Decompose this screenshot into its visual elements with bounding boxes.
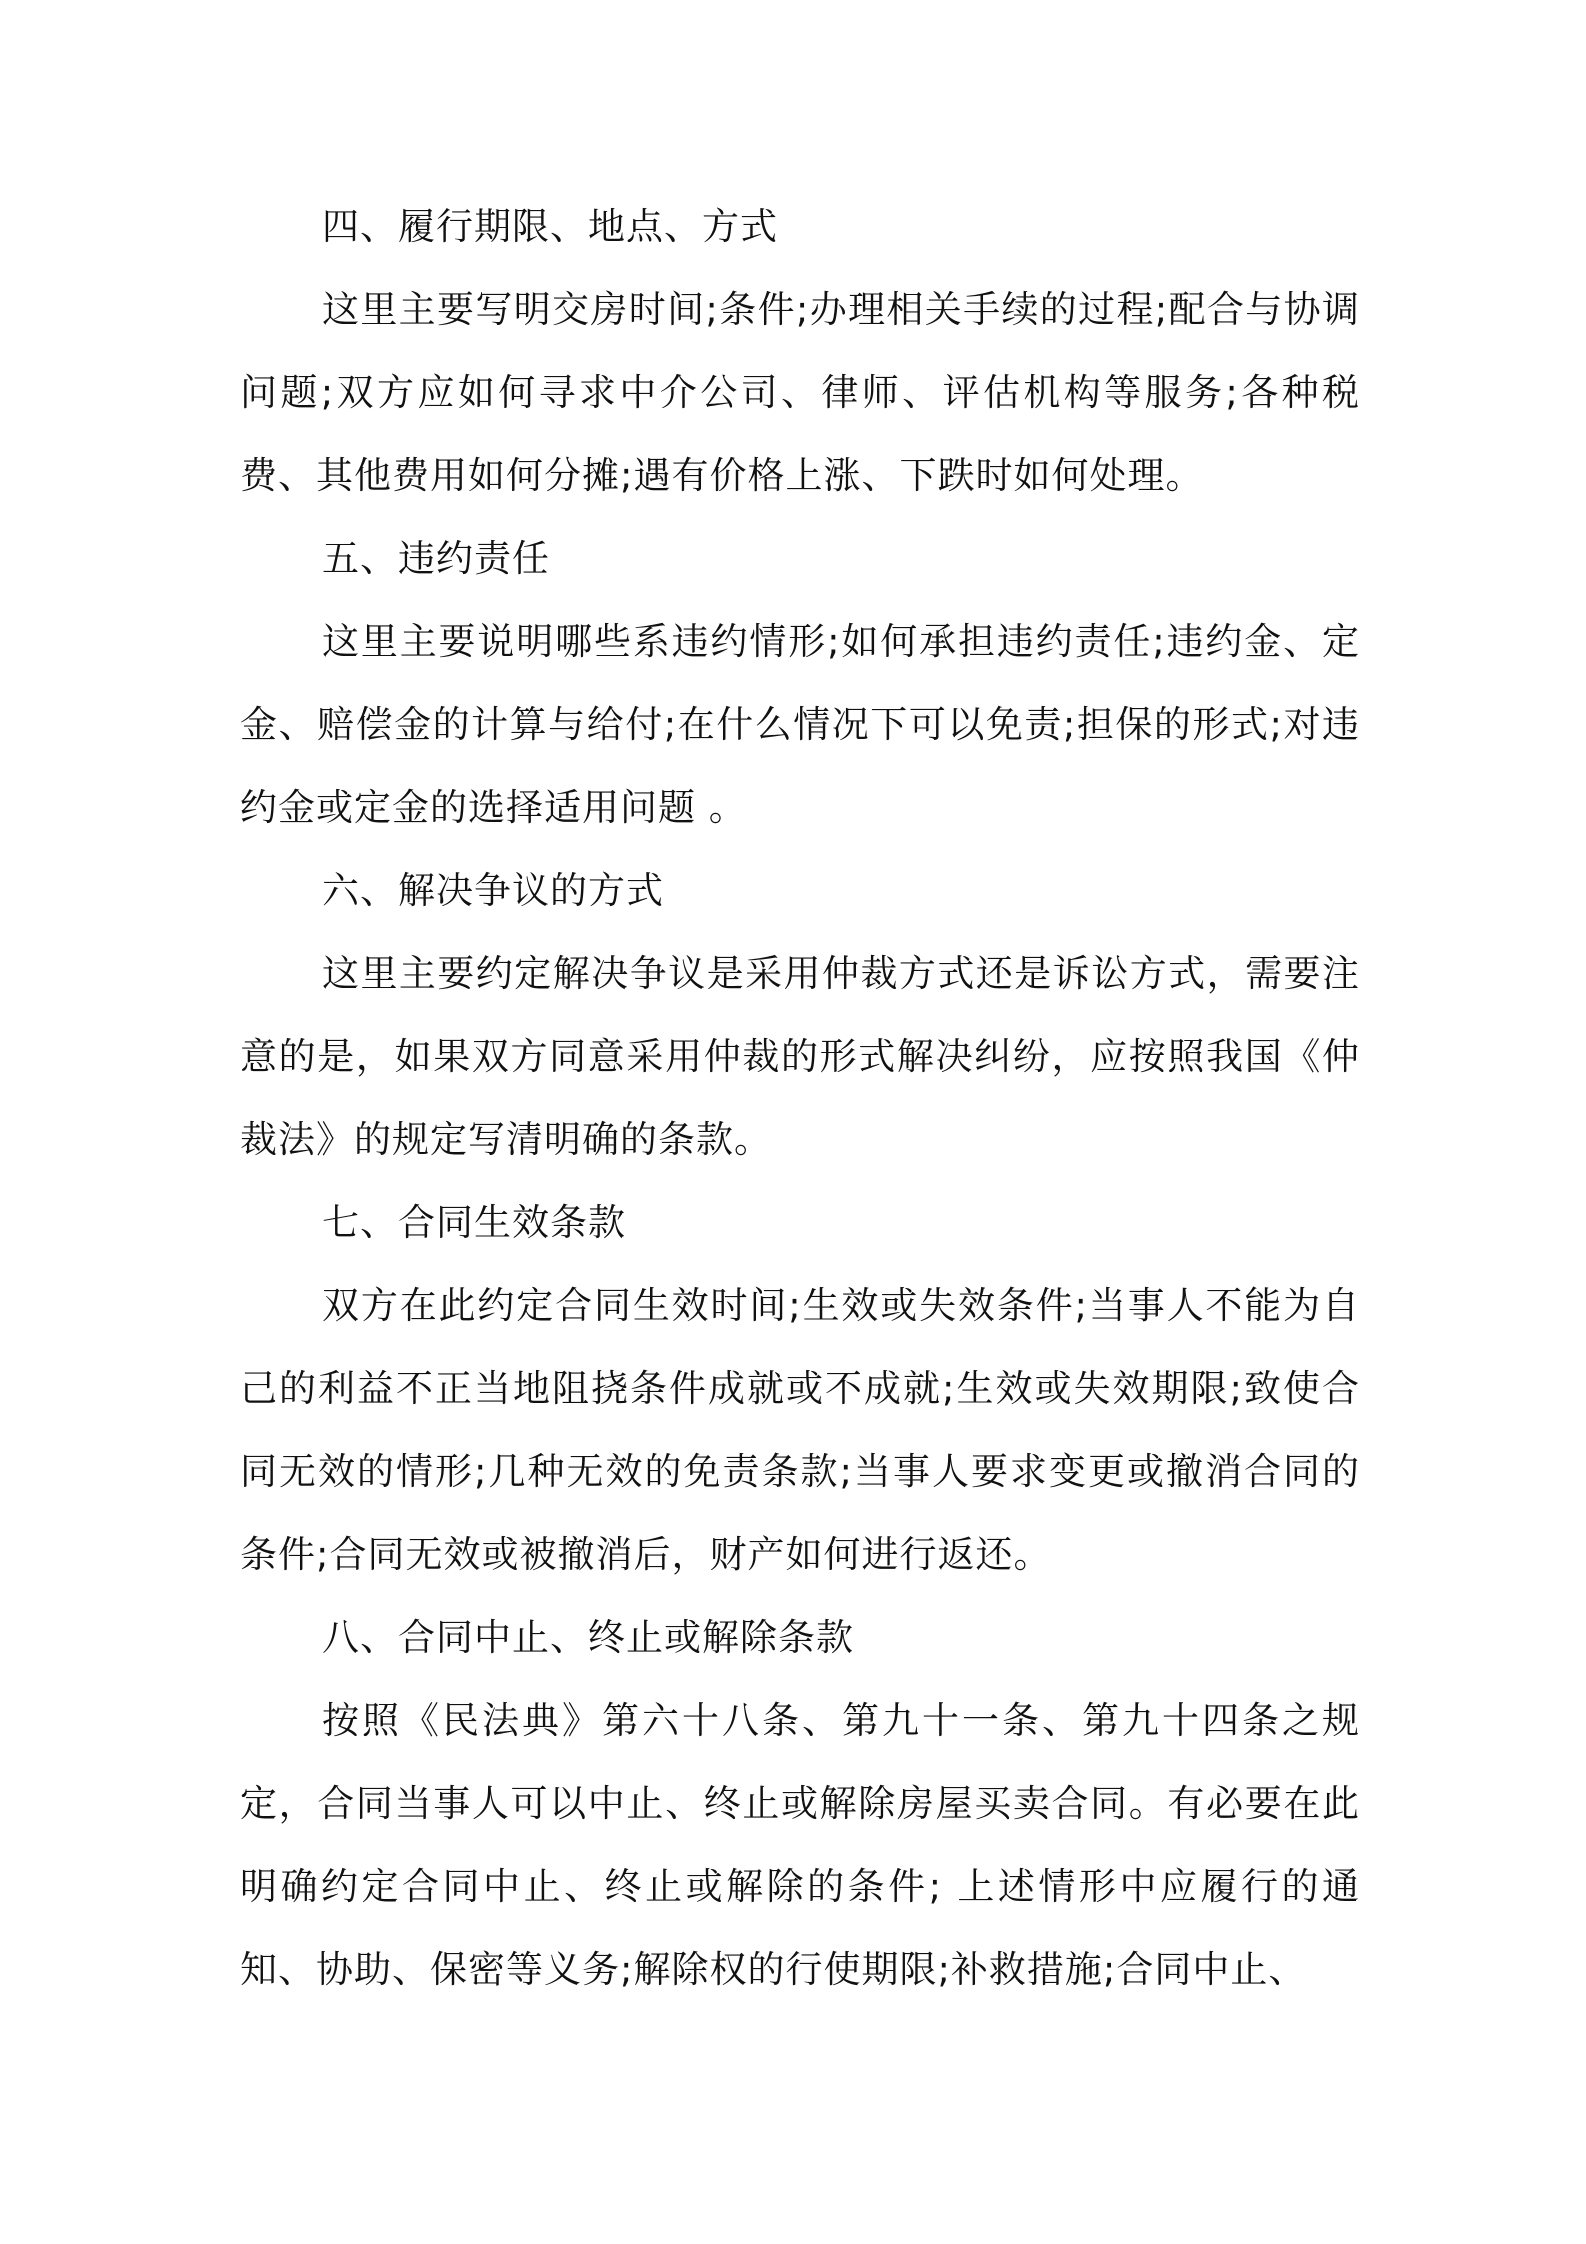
- section-body-4: 这里主要写明交房时间;条件;办理相关手续的过程;配合与协调问题;双方应如何寻求中介公司、律师、评估机构等服务;各种税费、其他费用如何分摊;遇有价格上涨、下跌时如何处理。: [240, 288, 1360, 497]
- document-content: [240, 185, 1360, 2011]
- section-body-7: 双方在此约定合同生效时间;生效或失效条件;当事人不能为自己的利益不正当地阻挠条件成就或不成就;生效或失效期限;致使合同无效的情形;几种无效的免责条款;当事人要求变更或撤消合同的条件;合同无效或被撤消后，财产如何进行返还。: [240, 1284, 1360, 1576]
- section-heading-5: 五、违约责任: [322, 537, 550, 580]
- section-heading-7: 七、合同生效条款: [322, 1201, 626, 1244]
- section-heading-4: 四、履行期限、地点、方式: [322, 205, 778, 248]
- section-body-8: 按照《民法典》第六十八条、第九十一条、第九十四条之规定，合同当事人可以中止、终止或解除房屋买卖合同。有必要在此明确约定合同中止、终止或解除的条件; 上述情形中应履行的通知、协助、保密等义务;解除权的行使期限;补救措施;合同中止、: [240, 1699, 1360, 1991]
- section-body-5: 这里主要说明哪些系违约情形;如何承担违约责任;违约金、定金、赔偿金的计算与给付;在什么情况下可以免责;担保的形式;对违约金或定金的选择适用问题 。: [240, 620, 1360, 829]
- section-body-6: 这里主要约定解决争议是采用仲裁方式还是诉讼方式，需要注意的是，如果双方同意采用仲裁的形式解决纠纷，应按照我国《仲裁法》的规定写清明确的条款。: [240, 952, 1360, 1161]
- section-heading-6: 六、解决争议的方式: [322, 869, 664, 912]
- section-heading-8: 八、合同中止、终止或解除条款: [322, 1616, 854, 1659]
